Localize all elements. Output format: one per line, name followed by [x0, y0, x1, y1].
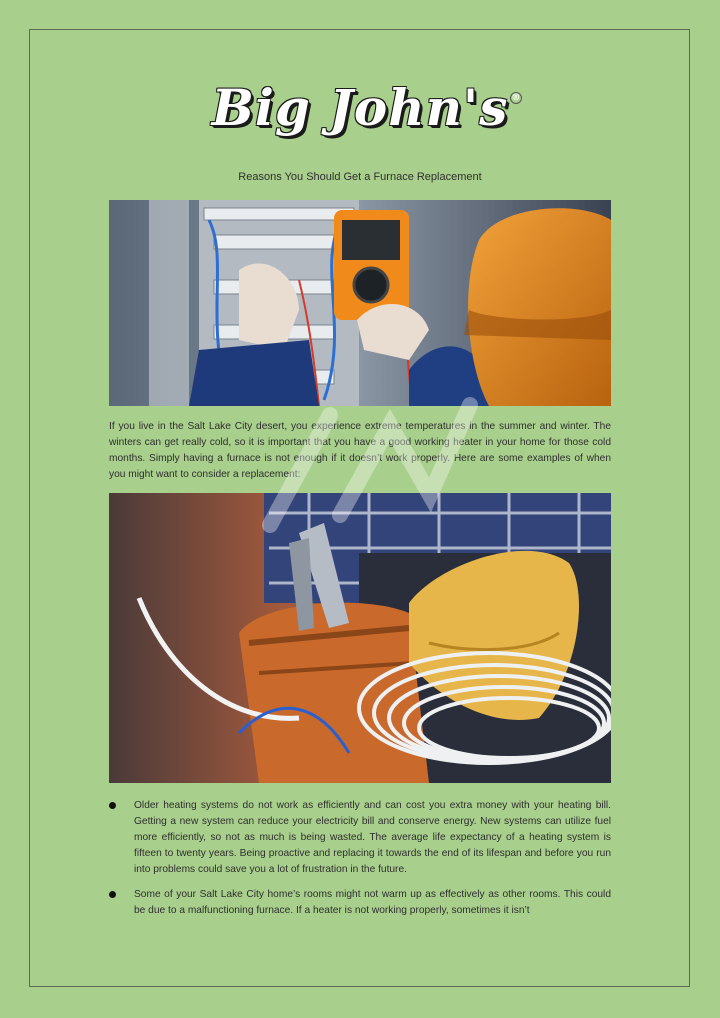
electrician-photo	[109, 200, 611, 406]
page-title: Reasons You Should Get a Furnace Replacement	[238, 171, 482, 183]
logo-name: Big John's	[211, 78, 509, 137]
list-item	[109, 798, 611, 878]
intro-paragraph: If you live in the Salt Lake City desert, you experience extreme temperatures in the summer and winter. The winters can get really cold, so it is important that you have a good working heater in your home for those cold months. Simply having a furnace is not enough if it doesn’t work properly. Here are some examples of when you might want to consider a replacement:	[109, 421, 611, 480]
registered-mark: ®	[511, 93, 522, 103]
bullet-icon	[109, 891, 116, 898]
logo-wordmark	[211, 78, 522, 137]
list-item-text: Some of your Salt Lake City home’s rooms might not warm up as effectively as other rooms. This could be due to a malfunctioning furnace. If a heater is not working properly, sometimes it isn’t	[134, 889, 611, 916]
list-item	[109, 887, 611, 919]
bullet-icon	[109, 802, 116, 809]
list-item-text: Older heating systems do not work as efficiently and can cost you extra money with your heating bill. Getting a new system can reduce your electricity bill and conserve energy. New systems can utilize fuel more efficiently, so not as much is being wasted. The average life expectancy of a heating system is fifteen to twenty years. Being proactive and replacing it towards the end of its lifespan and before you run into problems could save you a lot of frustration in the future.	[134, 800, 611, 875]
tool-belt-illustration	[109, 493, 611, 783]
electrician-illustration	[109, 200, 611, 406]
tool-belt-photo	[109, 493, 611, 783]
logo	[0, 78, 720, 158]
